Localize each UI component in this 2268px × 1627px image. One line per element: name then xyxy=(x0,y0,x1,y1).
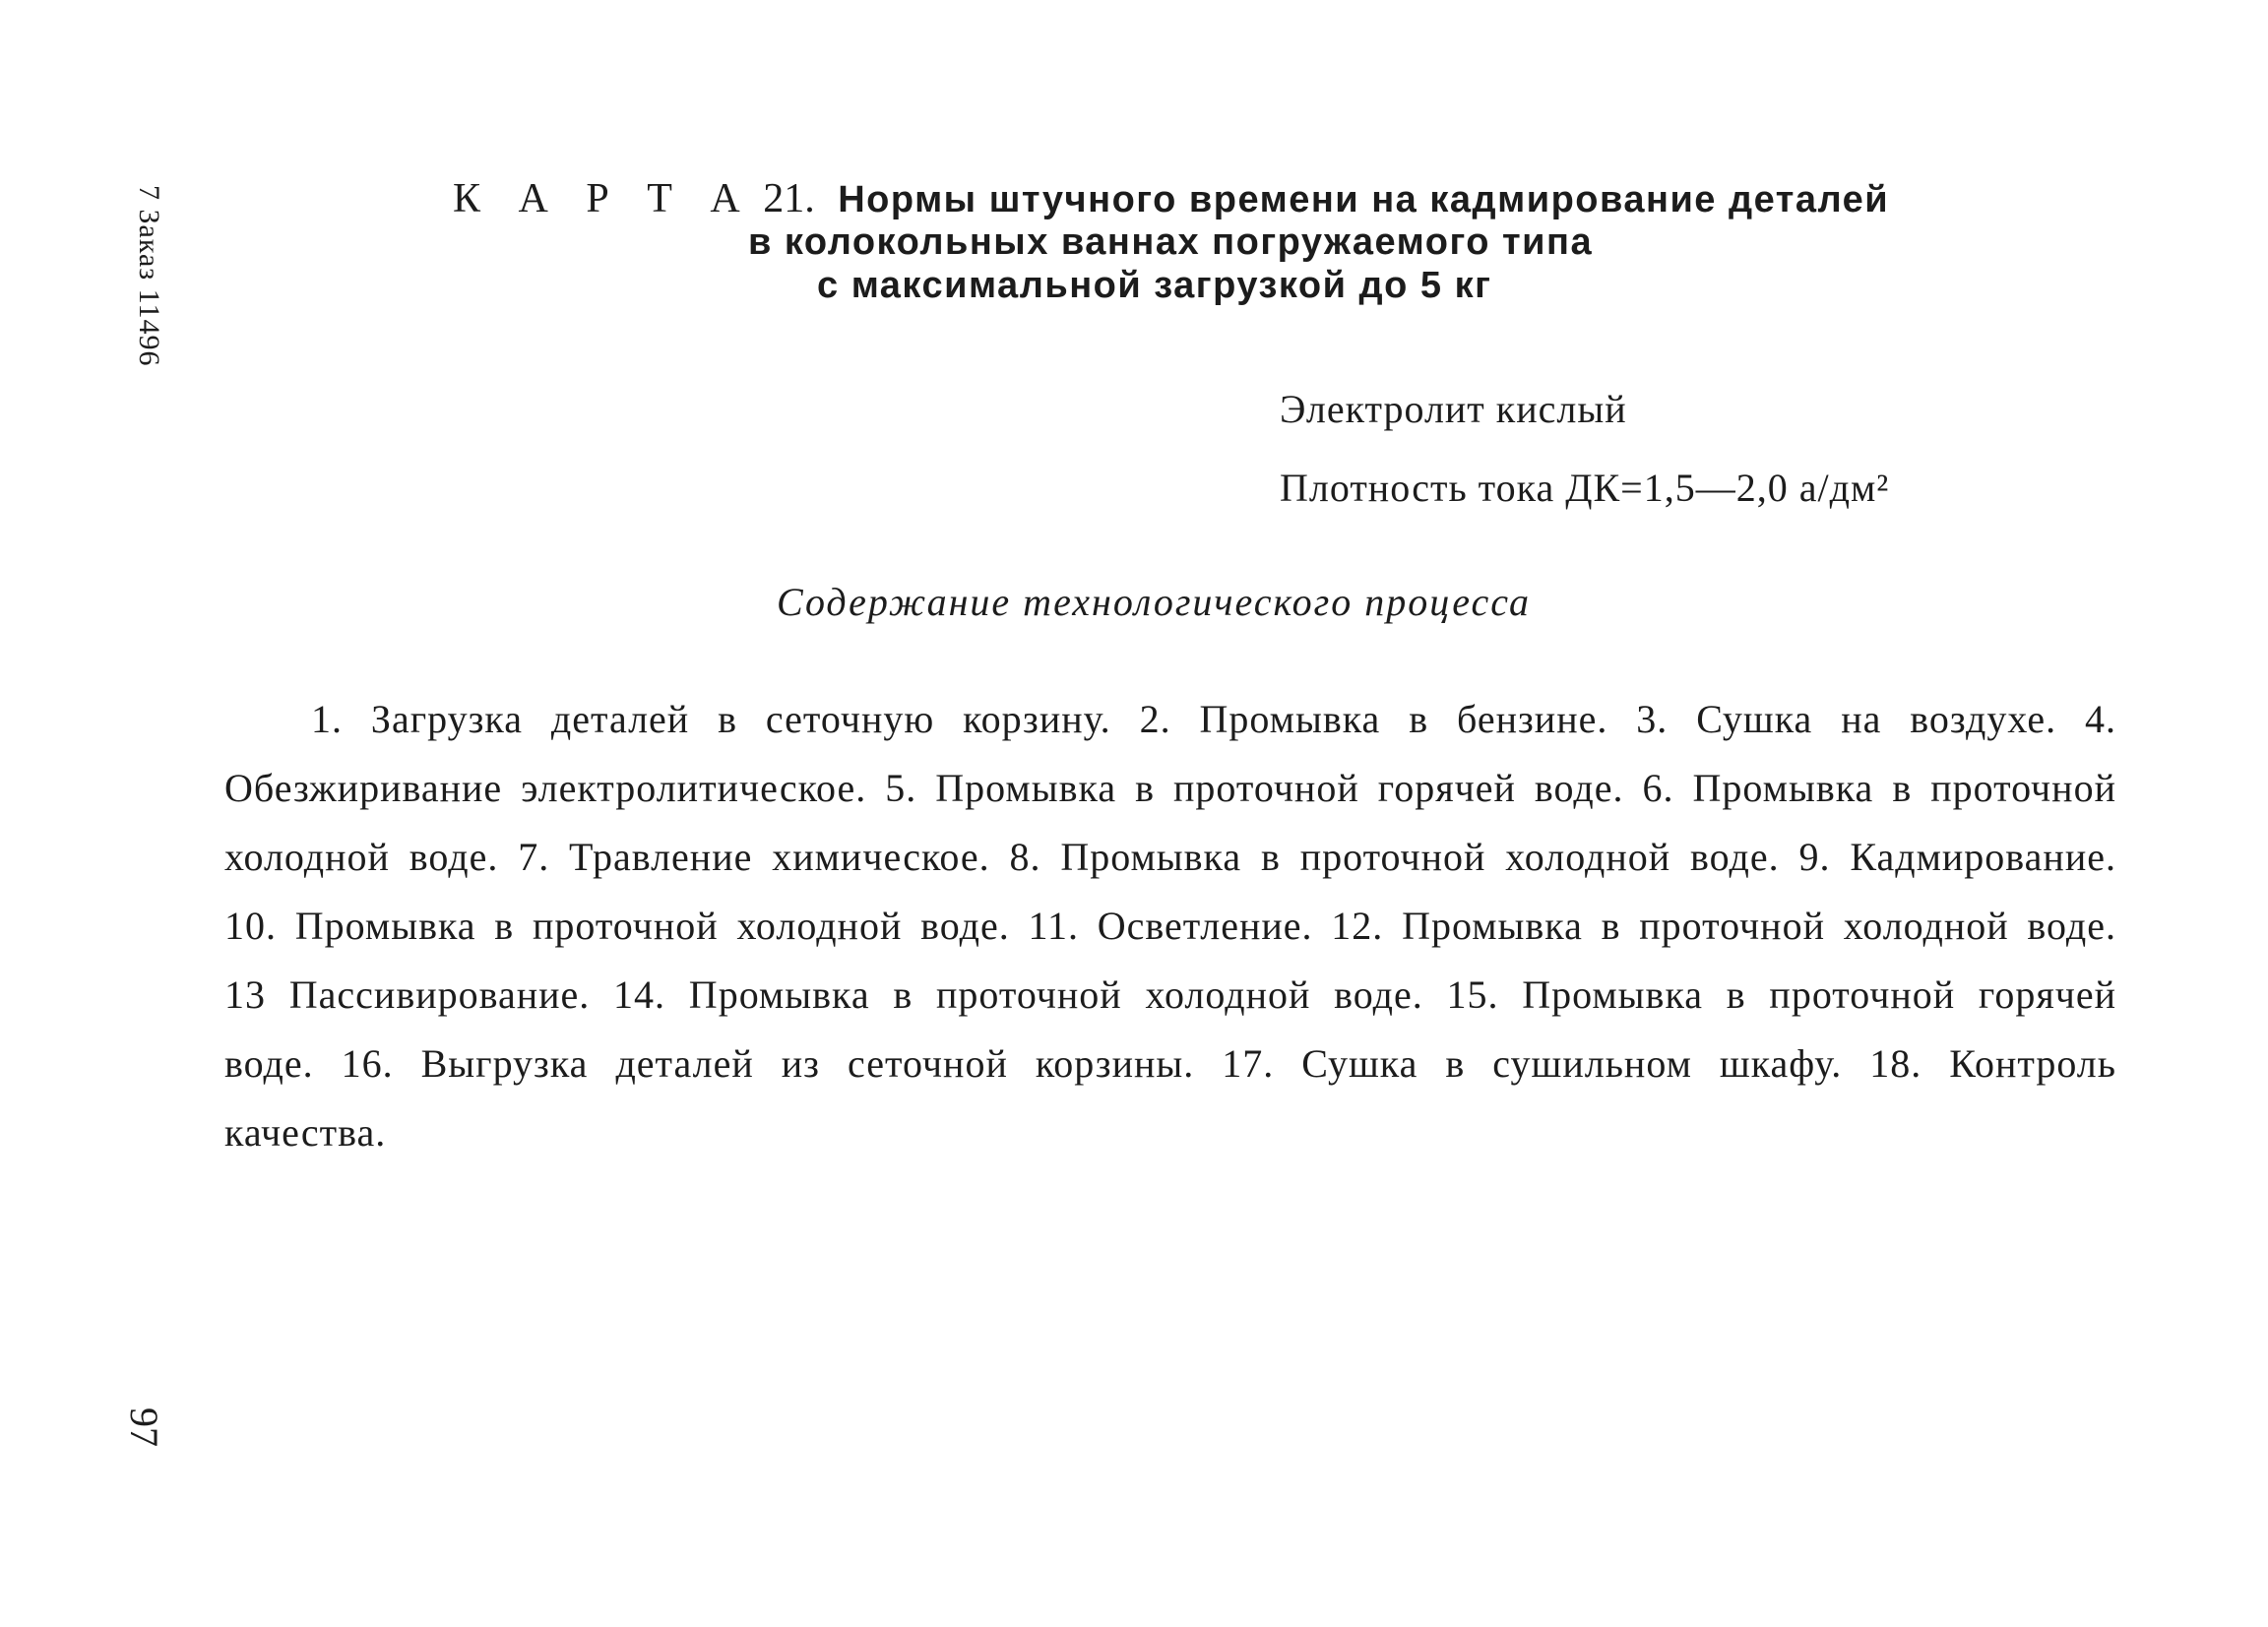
margin-note: 7 Заказ 11496 xyxy=(133,185,165,367)
title-text-1: Нормы штучного времени на кадмирование деталей xyxy=(838,179,1890,220)
electrolyte-param: Электролит кислый xyxy=(1280,387,1627,431)
title-line-3 xyxy=(453,264,2028,307)
section-title: Содержание технологического процесса xyxy=(777,580,1531,624)
title-text-2: в колокольных ваннах погружаемого типа xyxy=(748,221,1594,263)
title-number: 21. xyxy=(763,176,815,221)
process-description: 1. Загрузка деталей в сеточную корзину. 2. Промывка в бензине. 3. Сушка на воздухе. 4. Обезжиривание электролитическое. 5. Промывка в проточной горячей воде. 6. Промывка в проточной холодной воде. 7. Травление химическое. 8. Промывка в проточной холодной воде. 9. Кадмирование. 10. Промывка в проточной холодной воде. 11. Осветление. 12. Промывка в проточной холодной воде. 13 Пассивирование. 14. Промывка в проточной холодной воде. 15. Промывка в проточной горячей воде. 16. Выгрузка деталей из сеточной корзины. 17. Сушка в сушильном шкафу. 18. Контроль качества. xyxy=(224,697,2116,1155)
card-title xyxy=(453,177,2028,307)
title-line-1 xyxy=(453,177,2028,220)
current-density-param: Плотность тока ДК=1,5—2,0 а/дм² xyxy=(1280,466,1890,510)
title-prefix: К А Р Т А xyxy=(453,176,754,221)
title-line-2 xyxy=(453,220,2028,264)
page-number: 97 xyxy=(122,1408,166,1447)
title-text-3: с максимальной загрузкой до 5 кг xyxy=(817,265,1492,306)
